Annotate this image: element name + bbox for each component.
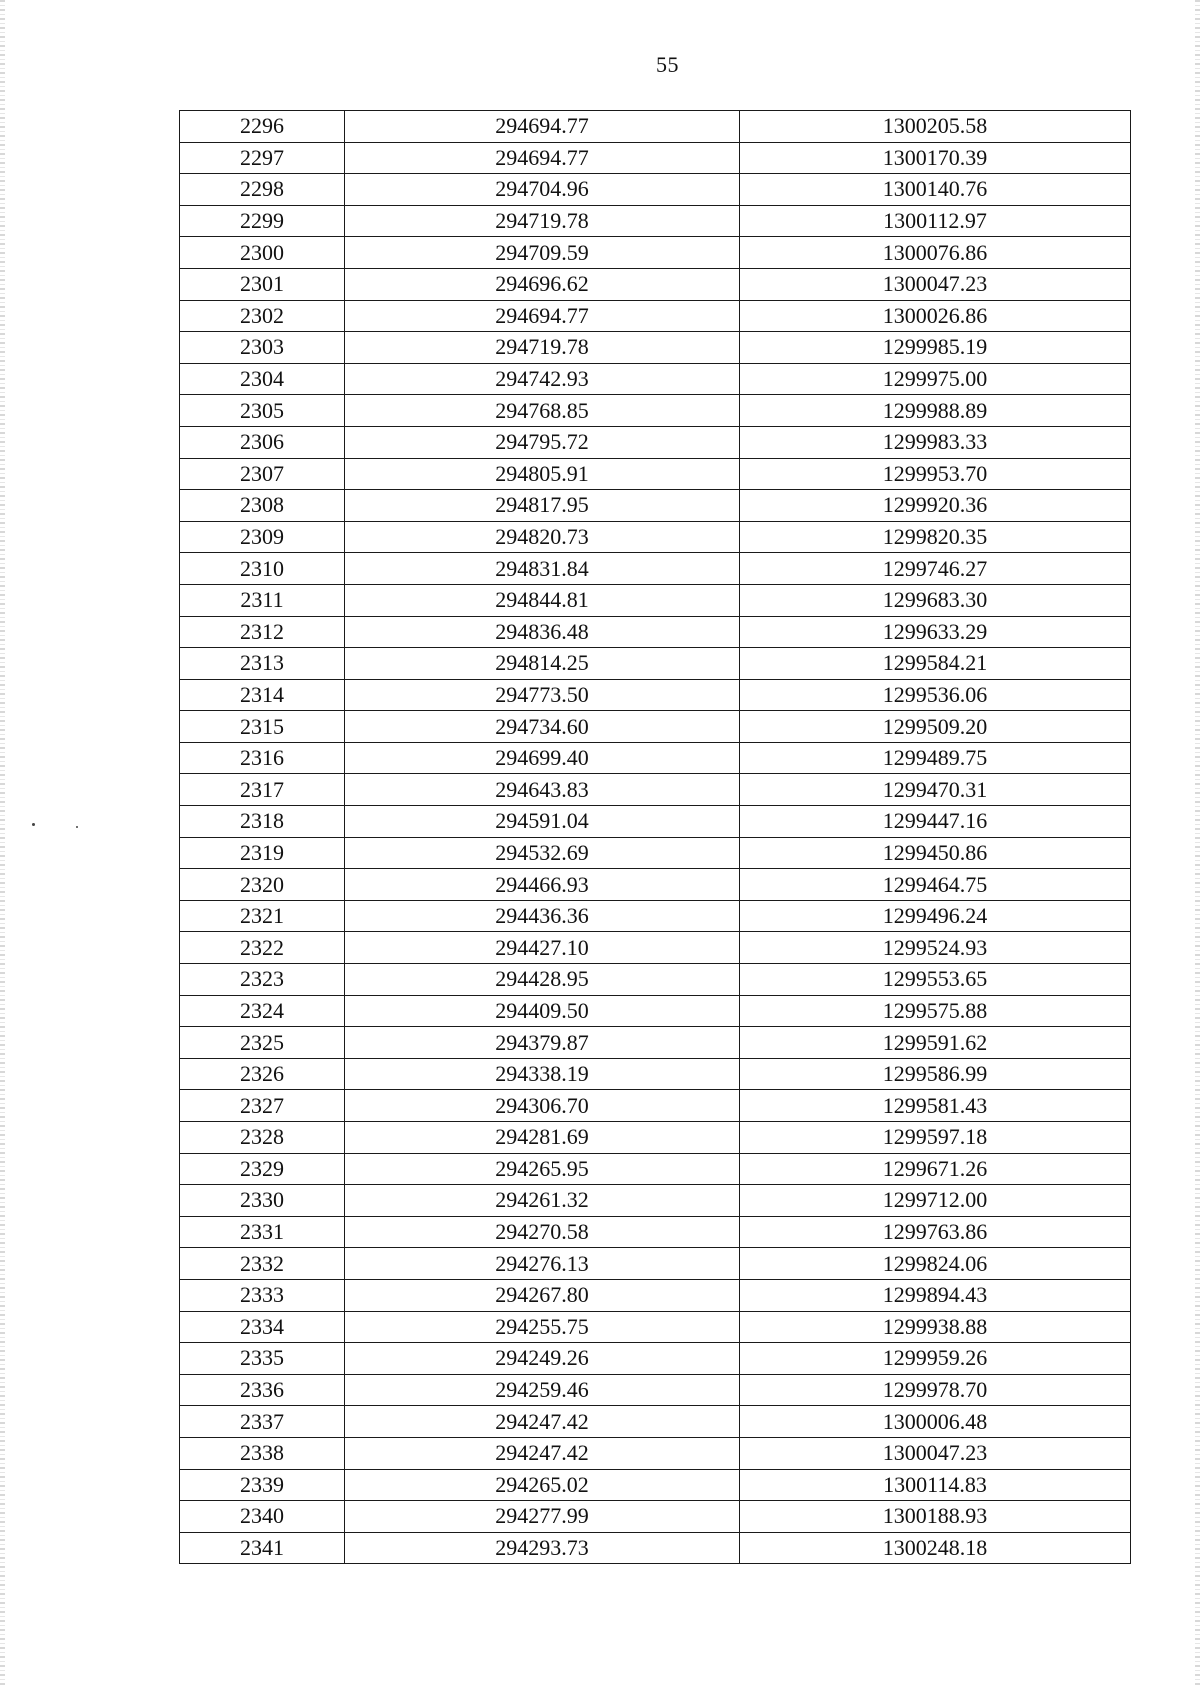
- x-coordinate-cell: 294696.62: [345, 268, 740, 300]
- point-number-cell: 2300: [180, 237, 345, 269]
- x-coordinate-cell: 294276.13: [345, 1248, 740, 1280]
- x-coordinate-cell: 294466.93: [345, 869, 740, 901]
- x-coordinate-cell: 294643.83: [345, 774, 740, 806]
- y-coordinate-cell: 1299597.18: [740, 1122, 1131, 1154]
- point-number-cell: 2305: [180, 395, 345, 427]
- table-row: [180, 900, 1131, 932]
- scan-edge-right: [1195, 0, 1200, 1686]
- point-number-cell: 2311: [180, 584, 345, 616]
- y-coordinate-cell: 1299633.29: [740, 616, 1131, 648]
- x-coordinate-cell: 294773.50: [345, 679, 740, 711]
- y-coordinate-cell: 1299983.33: [740, 426, 1131, 458]
- x-coordinate-cell: 294709.59: [345, 237, 740, 269]
- y-coordinate-cell: 1299536.06: [740, 679, 1131, 711]
- table-row: [180, 426, 1131, 458]
- table-row: [180, 1532, 1131, 1564]
- point-number-cell: 2334: [180, 1311, 345, 1343]
- point-number-cell: 2323: [180, 964, 345, 996]
- y-coordinate-cell: 1299763.86: [740, 1216, 1131, 1248]
- y-coordinate-cell: 1299470.31: [740, 774, 1131, 806]
- page-number: 55: [656, 52, 679, 77]
- point-number-cell: 2297: [180, 142, 345, 174]
- table-row: [180, 1311, 1131, 1343]
- point-number-cell: 2302: [180, 300, 345, 332]
- x-coordinate-cell: 294267.80: [345, 1279, 740, 1311]
- point-number-cell: 2329: [180, 1153, 345, 1185]
- y-coordinate-cell: 1299524.93: [740, 932, 1131, 964]
- x-coordinate-cell: 294261.32: [345, 1185, 740, 1217]
- y-coordinate-cell: 1299975.00: [740, 363, 1131, 395]
- y-coordinate-cell: 1299581.43: [740, 1090, 1131, 1122]
- table-row: [180, 711, 1131, 743]
- y-coordinate-cell: 1300076.86: [740, 237, 1131, 269]
- table-row: [180, 1216, 1131, 1248]
- x-coordinate-cell: 294409.50: [345, 995, 740, 1027]
- y-coordinate-cell: 1300170.39: [740, 142, 1131, 174]
- table-row: [180, 142, 1131, 174]
- point-number-cell: 2309: [180, 521, 345, 553]
- x-coordinate-cell: 294306.70: [345, 1090, 740, 1122]
- y-coordinate-cell: 1299671.26: [740, 1153, 1131, 1185]
- table-row: [180, 869, 1131, 901]
- point-number-cell: 2306: [180, 426, 345, 458]
- table-row: [180, 1374, 1131, 1406]
- x-coordinate-cell: 294820.73: [345, 521, 740, 553]
- x-coordinate-cell: 294277.99: [345, 1501, 740, 1533]
- point-number-cell: 2318: [180, 806, 345, 838]
- table-row: [180, 205, 1131, 237]
- point-number-cell: 2341: [180, 1532, 345, 1564]
- point-number-cell: 2298: [180, 174, 345, 206]
- y-coordinate-cell: 1299894.43: [740, 1279, 1131, 1311]
- x-coordinate-cell: 294694.77: [345, 300, 740, 332]
- point-number-cell: 2319: [180, 837, 345, 869]
- table-row: [180, 1469, 1131, 1501]
- point-number-cell: 2315: [180, 711, 345, 743]
- y-coordinate-cell: 1300140.76: [740, 174, 1131, 206]
- point-number-cell: 2333: [180, 1279, 345, 1311]
- x-coordinate-cell: 294831.84: [345, 553, 740, 585]
- point-number-cell: 2328: [180, 1122, 345, 1154]
- point-number-cell: 2336: [180, 1374, 345, 1406]
- x-coordinate-cell: 294281.69: [345, 1122, 740, 1154]
- point-number-cell: 2330: [180, 1185, 345, 1217]
- table-row: [180, 553, 1131, 585]
- table-row: [180, 1185, 1131, 1217]
- point-number-cell: 2312: [180, 616, 345, 648]
- y-coordinate-cell: 1300112.97: [740, 205, 1131, 237]
- y-coordinate-cell: 1300006.48: [740, 1406, 1131, 1438]
- x-coordinate-cell: 294768.85: [345, 395, 740, 427]
- x-coordinate-cell: 294836.48: [345, 616, 740, 648]
- x-coordinate-cell: 294805.91: [345, 458, 740, 490]
- table-row: [180, 742, 1131, 774]
- table-row: [180, 1406, 1131, 1438]
- y-coordinate-cell: 1300026.86: [740, 300, 1131, 332]
- point-number-cell: 2335: [180, 1343, 345, 1375]
- y-coordinate-cell: 1300248.18: [740, 1532, 1131, 1564]
- table-row: [180, 837, 1131, 869]
- point-number-cell: 2339: [180, 1469, 345, 1501]
- table-row: [180, 648, 1131, 680]
- point-number-cell: 2325: [180, 1027, 345, 1059]
- point-number-cell: 2321: [180, 900, 345, 932]
- point-number-cell: 2331: [180, 1216, 345, 1248]
- table-row: [180, 1153, 1131, 1185]
- y-coordinate-cell: 1299978.70: [740, 1374, 1131, 1406]
- y-coordinate-cell: 1299496.24: [740, 900, 1131, 932]
- x-coordinate-cell: 294259.46: [345, 1374, 740, 1406]
- y-coordinate-cell: 1299683.30: [740, 584, 1131, 616]
- table-row: [180, 584, 1131, 616]
- y-coordinate-cell: 1299489.75: [740, 742, 1131, 774]
- y-coordinate-cell: 1299575.88: [740, 995, 1131, 1027]
- point-number-cell: 2326: [180, 1058, 345, 1090]
- point-number-cell: 2299: [180, 205, 345, 237]
- table-row: [180, 774, 1131, 806]
- x-coordinate-cell: 294427.10: [345, 932, 740, 964]
- x-coordinate-cell: 294265.02: [345, 1469, 740, 1501]
- y-coordinate-cell: 1299824.06: [740, 1248, 1131, 1280]
- table-row: [180, 363, 1131, 395]
- table-row: [180, 300, 1131, 332]
- point-number-cell: 2338: [180, 1437, 345, 1469]
- point-number-cell: 2322: [180, 932, 345, 964]
- x-coordinate-cell: 294704.96: [345, 174, 740, 206]
- x-coordinate-cell: 294255.75: [345, 1311, 740, 1343]
- x-coordinate-cell: 294694.77: [345, 111, 740, 143]
- y-coordinate-cell: 1299988.89: [740, 395, 1131, 427]
- point-number-cell: 2313: [180, 648, 345, 680]
- table-row: [180, 806, 1131, 838]
- table-row: [180, 1027, 1131, 1059]
- coordinate-table: [179, 110, 1131, 1564]
- table-row: [180, 995, 1131, 1027]
- scan-edge-left: [0, 0, 5, 1686]
- point-number-cell: 2307: [180, 458, 345, 490]
- table-row: [180, 1248, 1131, 1280]
- point-number-cell: 2316: [180, 742, 345, 774]
- table-row: [180, 679, 1131, 711]
- table-row: [180, 395, 1131, 427]
- y-coordinate-cell: 1299953.70: [740, 458, 1131, 490]
- table-row: [180, 458, 1131, 490]
- y-coordinate-cell: 1300047.23: [740, 268, 1131, 300]
- y-coordinate-cell: 1300114.83: [740, 1469, 1131, 1501]
- y-coordinate-cell: 1299820.35: [740, 521, 1131, 553]
- table-row: [180, 237, 1131, 269]
- point-number-cell: 2332: [180, 1248, 345, 1280]
- y-coordinate-cell: 1299959.26: [740, 1343, 1131, 1375]
- point-number-cell: 2310: [180, 553, 345, 585]
- table-row: [180, 1058, 1131, 1090]
- y-coordinate-cell: 1299553.65: [740, 964, 1131, 996]
- x-coordinate-cell: 294293.73: [345, 1532, 740, 1564]
- x-coordinate-cell: 294247.42: [345, 1406, 740, 1438]
- point-number-cell: 2314: [180, 679, 345, 711]
- x-coordinate-cell: 294265.95: [345, 1153, 740, 1185]
- y-coordinate-cell: 1299464.75: [740, 869, 1131, 901]
- point-number-cell: 2304: [180, 363, 345, 395]
- x-coordinate-cell: 294532.69: [345, 837, 740, 869]
- x-coordinate-cell: 294247.42: [345, 1437, 740, 1469]
- table-row: [180, 111, 1131, 143]
- y-coordinate-cell: 1299450.86: [740, 837, 1131, 869]
- table-row: [180, 1279, 1131, 1311]
- y-coordinate-cell: 1300188.93: [740, 1501, 1131, 1533]
- x-coordinate-cell: 294249.26: [345, 1343, 740, 1375]
- y-coordinate-cell: 1300205.58: [740, 111, 1131, 143]
- point-number-cell: 2320: [180, 869, 345, 901]
- table-row: [180, 1437, 1131, 1469]
- table-row: [180, 490, 1131, 522]
- table-row: [180, 1122, 1131, 1154]
- y-coordinate-cell: 1299985.19: [740, 332, 1131, 364]
- x-coordinate-cell: 294742.93: [345, 363, 740, 395]
- x-coordinate-cell: 294379.87: [345, 1027, 740, 1059]
- table-row: [180, 268, 1131, 300]
- x-coordinate-cell: 294699.40: [345, 742, 740, 774]
- x-coordinate-cell: 294694.77: [345, 142, 740, 174]
- point-number-cell: 2317: [180, 774, 345, 806]
- table-row: [180, 932, 1131, 964]
- point-number-cell: 2327: [180, 1090, 345, 1122]
- table-row: [180, 521, 1131, 553]
- table-row: [180, 616, 1131, 648]
- y-coordinate-cell: 1299586.99: [740, 1058, 1131, 1090]
- point-number-cell: 2337: [180, 1406, 345, 1438]
- point-number-cell: 2324: [180, 995, 345, 1027]
- y-coordinate-cell: 1299447.16: [740, 806, 1131, 838]
- point-number-cell: 2303: [180, 332, 345, 364]
- x-coordinate-cell: 294270.58: [345, 1216, 740, 1248]
- scan-speck: [32, 823, 35, 826]
- x-coordinate-cell: 294795.72: [345, 426, 740, 458]
- point-number-cell: 2296: [180, 111, 345, 143]
- x-coordinate-cell: 294844.81: [345, 584, 740, 616]
- scan-speck: [76, 826, 78, 828]
- x-coordinate-cell: 294591.04: [345, 806, 740, 838]
- y-coordinate-cell: 1299712.00: [740, 1185, 1131, 1217]
- x-coordinate-cell: 294338.19: [345, 1058, 740, 1090]
- x-coordinate-cell: 294436.36: [345, 900, 740, 932]
- table-row: [180, 332, 1131, 364]
- point-number-cell: 2301: [180, 268, 345, 300]
- table-row: [180, 1343, 1131, 1375]
- table-row: [180, 1501, 1131, 1533]
- y-coordinate-cell: 1299584.21: [740, 648, 1131, 680]
- x-coordinate-cell: 294817.95: [345, 490, 740, 522]
- x-coordinate-cell: 294428.95: [345, 964, 740, 996]
- x-coordinate-cell: 294734.60: [345, 711, 740, 743]
- table-row: [180, 1090, 1131, 1122]
- x-coordinate-cell: 294719.78: [345, 205, 740, 237]
- table-row: [180, 174, 1131, 206]
- point-number-cell: 2308: [180, 490, 345, 522]
- x-coordinate-cell: 294719.78: [345, 332, 740, 364]
- y-coordinate-cell: 1299591.62: [740, 1027, 1131, 1059]
- y-coordinate-cell: 1299509.20: [740, 711, 1131, 743]
- y-coordinate-cell: 1299746.27: [740, 553, 1131, 585]
- point-number-cell: 2340: [180, 1501, 345, 1533]
- coordinate-table-body: [180, 111, 1131, 1564]
- y-coordinate-cell: 1299938.88: [740, 1311, 1131, 1343]
- y-coordinate-cell: 1300047.23: [740, 1437, 1131, 1469]
- scan-specks: [32, 822, 92, 832]
- x-coordinate-cell: 294814.25: [345, 648, 740, 680]
- y-coordinate-cell: 1299920.36: [740, 490, 1131, 522]
- table-row: [180, 964, 1131, 996]
